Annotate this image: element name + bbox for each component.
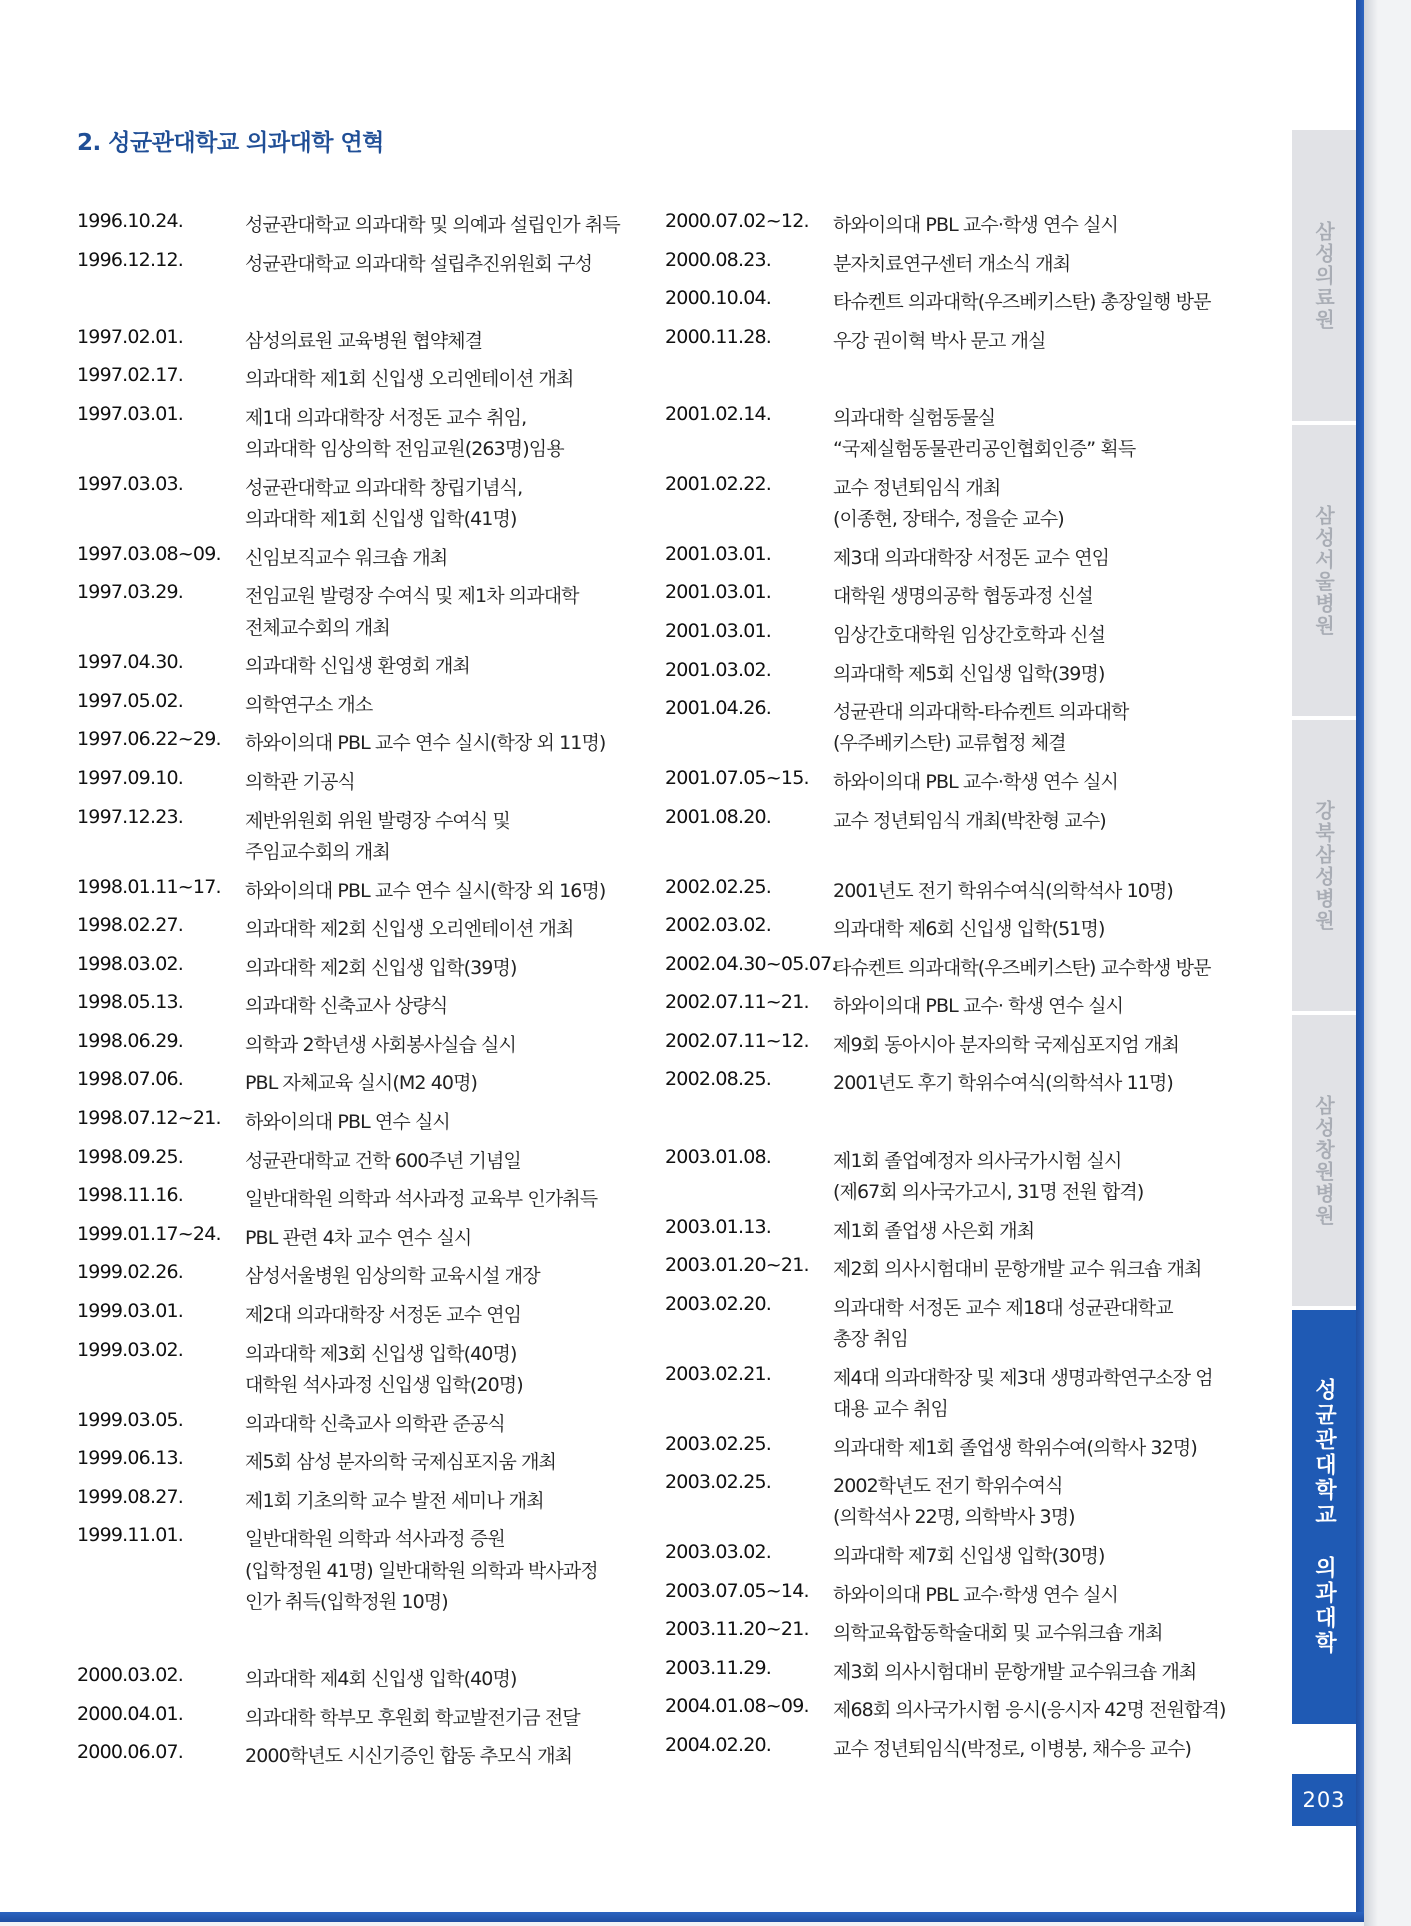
entry-text: 제반위원회 위원 발령장 수여식 및 — [245, 809, 510, 832]
timeline-entry — [77, 1406, 677, 1445]
entry-text: 의과대학 제2회 신입생 오리엔테이션 개최 — [245, 918, 574, 941]
entry-text: 삼성서울병원 임상의학 교육시설 개장 — [245, 1265, 540, 1288]
entry-date: 2004.02.20. — [665, 1733, 772, 1756]
entry-date: 2000.08.23. — [665, 248, 772, 271]
timeline-entry — [665, 911, 1265, 950]
entry-text: 제4대 의과대학장 및 제3대 생명과학연구소장 엄 — [833, 1366, 1213, 1389]
timeline-entry — [77, 284, 677, 323]
entry-date: 2000.11.28. — [665, 325, 772, 348]
entry-text: 의과대학 임상의학 전임교원(263명)임용 — [245, 438, 564, 461]
timeline-entry — [77, 323, 677, 362]
timeline-entry — [77, 1661, 677, 1700]
entry-date: 2002.08.25. — [665, 1068, 772, 1091]
entry-date: 1996.10.24. — [77, 210, 184, 232]
timeline-entry — [77, 1027, 677, 1066]
timeline-entry — [665, 1027, 1265, 1066]
timeline-entry — [77, 246, 677, 285]
entry-text: 우강 권이혁 박사 문고 개실 — [833, 329, 1046, 352]
entry-date: 2002.03.02. — [665, 914, 772, 937]
entry-text: 하와이의대 PBL 교수 연수 실시(학장 외 11명) — [245, 732, 606, 755]
entry-text: 제1회 기초의학 교수 발전 세미나 개최 — [245, 1489, 544, 1512]
entry-text: 신임보직교수 워크숍 개최 — [245, 546, 448, 569]
timeline-entry — [77, 911, 677, 950]
entry-date: 1997.03.08~09. — [77, 542, 221, 565]
timeline-entry — [665, 400, 1265, 470]
entry-text: 2002학년도 전기 학위수여식 — [833, 1475, 1063, 1498]
timeline-entry — [77, 687, 677, 726]
timeline-entry — [665, 1290, 1265, 1360]
timeline-entry — [77, 1143, 677, 1182]
entry-date: 1997.05.02. — [77, 689, 184, 712]
entry-text: 제2대 의과대학장 서정돈 교수 연임 — [245, 1304, 522, 1327]
entry-date: 1998.02.27. — [77, 914, 184, 937]
side-tab[interactable] — [1292, 1015, 1356, 1306]
entry-text: 의과대학 제5회 신입생 입학(39명) — [833, 662, 1105, 685]
entry-date: 1998.06.29. — [77, 1029, 184, 1052]
entry-date: 1997.02.01. — [77, 325, 184, 348]
entry-date: 2001.03.02. — [665, 658, 772, 681]
entry-date: 2002.07.11~21. — [665, 991, 809, 1014]
entry-text: 제9회 동아시아 분자의학 국제심포지엄 개최 — [833, 1033, 1179, 1056]
entry-date: 2001.03.01. — [665, 542, 772, 565]
timeline-entry — [77, 400, 677, 470]
timeline-entry — [77, 1065, 677, 1104]
side-tab-label: 삼성의료원 — [1311, 220, 1336, 331]
timeline-entry — [665, 1538, 1265, 1577]
timeline-entry — [77, 578, 677, 648]
entry-text: 대용 교수 취임 — [833, 1397, 949, 1420]
entry-date: 2001.08.20. — [665, 805, 772, 828]
timeline-entry — [665, 246, 1265, 285]
entry-text: 일반대학원 의학과 석사과정 증원 — [245, 1528, 505, 1551]
timeline-entry — [665, 1468, 1265, 1538]
entry-date: 1998.05.13. — [77, 991, 184, 1014]
entry-text: 의과대학 학부모 후원회 학교발전기금 전달 — [245, 1706, 580, 1729]
entry-date: 2000.03.02. — [77, 1664, 184, 1687]
timeline-entry — [77, 1444, 677, 1483]
timeline-entry — [665, 950, 1265, 989]
entry-text: (의학석사 22명, 의학박사 3명) — [833, 1506, 1075, 1529]
entry-date: 1997.09.10. — [77, 767, 184, 790]
timeline-entry — [665, 1577, 1265, 1616]
entry-date: 1998.11.16. — [77, 1184, 184, 1207]
entry-text: 하와이의대 PBL 교수·학생 연수 실시 — [833, 1583, 1118, 1606]
entry-text: 하와이의대 PBL 교수· 학생 연수 실시 — [833, 995, 1124, 1018]
entry-date: 2003.07.05~14. — [665, 1579, 809, 1602]
entry-text: 의과대학 실험동물실 — [833, 406, 996, 429]
entry-text: 의학과 2학년생 사회봉사실습 실시 — [245, 1033, 516, 1056]
timeline-entry — [77, 1220, 677, 1259]
entry-text: 의과대학 제1회 졸업생 학위수여(의학사 32명) — [833, 1436, 1197, 1459]
entry-text: 교수 정년퇴임식(박정로, 이병붕, 채수응 교수) — [833, 1737, 1192, 1760]
timeline-entry — [77, 1622, 677, 1661]
entry-date: 2001.04.26. — [665, 697, 772, 720]
entry-date: 1999.02.26. — [77, 1261, 184, 1284]
entry-date: 2000.06.07. — [77, 1741, 184, 1764]
entry-text: (이종현, 장태수, 정을순 교수) — [833, 508, 1064, 531]
timeline-entry — [77, 1336, 677, 1406]
entry-text: 성균관대 의과대학-타슈켄트 의과대학 — [833, 701, 1129, 724]
entry-date: 1999.01.17~24. — [77, 1222, 221, 1245]
entry-text: (입학정원 41명) 일반대학원 의학과 박사과정 — [245, 1559, 598, 1582]
timeline-entry — [665, 1251, 1265, 1290]
entry-text: 대학원 생명의공학 협동과정 신설 — [833, 585, 1093, 608]
entry-date: 1998.07.12~21. — [77, 1107, 221, 1130]
timeline-entry — [77, 207, 677, 246]
entry-text: 하와이의대 PBL 교수·학생 연수 실시 — [833, 214, 1118, 236]
timeline-entry — [665, 284, 1265, 323]
timeline-entry — [665, 207, 1265, 246]
timeline-entry — [665, 694, 1265, 764]
timeline-entry — [665, 470, 1265, 540]
entry-date: 1999.06.13. — [77, 1447, 184, 1470]
page-shadow — [1364, 0, 1378, 1926]
entry-text: 의학연구소 개소 — [245, 693, 373, 716]
entry-date: 2003.02.20. — [665, 1292, 772, 1315]
side-tab[interactable] — [1292, 720, 1356, 1011]
timeline-entry — [77, 950, 677, 989]
entry-text: 일반대학원 의학과 석사과정 교육부 인가취득 — [245, 1188, 598, 1211]
entry-date: 2001.02.14. — [665, 402, 772, 425]
entry-text: 의과대학 신축교사 상량식 — [245, 995, 448, 1018]
entry-text: 2000학년도 시신기증인 합동 추모식 개최 — [245, 1745, 573, 1768]
side-tab-label: 성균관대학교 의과대학 — [1311, 1378, 1337, 1656]
timeline-entry — [77, 470, 677, 540]
entry-text: (제67회 의사국가고시, 31명 전원 합격) — [833, 1180, 1144, 1203]
entry-text: 성균관대학교 의과대학 설립추진위원회 구성 — [245, 252, 593, 275]
entry-text: 하와이의대 PBL 연수 실시 — [245, 1111, 450, 1134]
entry-text: 의과대학 제1회 신입생 오리엔테이션 개최 — [245, 368, 574, 391]
entry-text: 의과대학 제6회 신입생 입학(51명) — [833, 918, 1105, 941]
entry-text: 2001년도 후기 학위수여식(의학석사 11명) — [833, 1072, 1173, 1095]
timeline-entry — [665, 764, 1265, 803]
entry-date: 2003.01.13. — [665, 1215, 772, 1238]
entry-date: 2004.01.08~09. — [665, 1695, 809, 1718]
entry-date: 2003.03.02. — [665, 1541, 772, 1563]
timeline-entry — [665, 540, 1265, 579]
side-tab[interactable] — [1292, 425, 1356, 716]
history-right-column — [665, 207, 1265, 1770]
entry-text: 의학교육합동학술대회 및 교수워크숍 개최 — [833, 1622, 1163, 1645]
timeline-entry — [77, 540, 677, 579]
entry-date: 2001.02.22. — [665, 472, 772, 495]
entry-date: 1997.02.17. — [77, 364, 184, 387]
timeline-entry — [665, 803, 1265, 873]
entry-text: 주임교수회의 개최 — [245, 840, 390, 863]
timeline-entry — [665, 988, 1265, 1027]
entry-text: 의과대학 제1회 신입생 입학(41명) — [245, 508, 517, 531]
timeline-entry — [665, 1692, 1265, 1731]
entry-date: 2002.02.25. — [665, 875, 772, 898]
timeline-entry — [665, 1143, 1265, 1213]
timeline-entry — [77, 1258, 677, 1297]
entry-text: 성균관대학교 건학 600주년 기념일 — [245, 1149, 521, 1172]
page-edge-bar — [1356, 0, 1364, 1912]
timeline-entry — [665, 361, 1265, 400]
timeline-entry — [665, 1430, 1265, 1469]
timeline-entry — [77, 361, 677, 400]
timeline-entry — [77, 988, 677, 1027]
entry-text: “국제실험동물관리공인협회인증” 획득 — [833, 438, 1136, 461]
side-tab-label: 삼성창원병원 — [1311, 1094, 1336, 1227]
entry-date: 2003.02.25. — [665, 1432, 772, 1455]
entry-date: 2003.01.08. — [665, 1145, 772, 1168]
timeline-entry — [665, 1615, 1265, 1654]
entry-text: PBL 자체교육 실시(M2 40명) — [245, 1072, 478, 1095]
timeline-entry — [665, 578, 1265, 617]
page-number: 203 — [1292, 1774, 1356, 1826]
timeline-entry — [77, 764, 677, 803]
entry-date: 2000.07.02~12. — [665, 210, 809, 232]
timeline-entry — [77, 1297, 677, 1336]
entry-date: 1999.03.05. — [77, 1408, 184, 1431]
entry-text: PBL 관련 4차 교수 연수 실시 — [245, 1226, 472, 1249]
entry-text: 전체교수회의 개최 — [245, 616, 390, 639]
entry-text: 대학원 석사과정 신입생 입학(20명) — [245, 1373, 523, 1396]
entry-date: 2000.04.01. — [77, 1702, 184, 1725]
entry-date: 2003.02.25. — [665, 1471, 772, 1494]
entry-date: 2003.11.29. — [665, 1656, 772, 1679]
entry-date: 2002.04.30~05.07. — [665, 952, 837, 975]
entry-text: 교수 정년퇴임식 개최(박찬형 교수) — [833, 809, 1106, 832]
entry-date: 1998.09.25. — [77, 1145, 184, 1168]
entry-date: 1998.01.11~17. — [77, 875, 221, 898]
timeline-entry — [665, 873, 1265, 912]
entry-date: 1997.03.03. — [77, 472, 184, 495]
timeline-entry — [77, 1521, 677, 1622]
entry-date: 1997.06.22~29. — [77, 728, 221, 751]
entry-text: 제2회 의사시험대비 문항개발 교수 워크숍 개최 — [833, 1258, 1202, 1281]
entry-date: 1999.11.01. — [77, 1524, 184, 1547]
timeline-entry — [77, 1181, 677, 1220]
entry-text: (우주베키스탄) 교류협정 체결 — [833, 732, 1066, 755]
timeline-entry — [665, 1213, 1265, 1252]
entry-date: 1997.03.01. — [77, 402, 184, 425]
entry-text: 제1회 졸업예정자 의사국가시험 실시 — [833, 1149, 1122, 1172]
timeline-entry — [77, 1483, 677, 1522]
timeline-entry — [665, 1360, 1265, 1430]
entry-date: 2002.07.11~12. — [665, 1029, 809, 1052]
entry-date: 2001.07.05~15. — [665, 767, 809, 790]
entry-text: 교수 정년퇴임식 개최 — [833, 476, 1001, 499]
entry-text: 2001년도 전기 학위수여식(의학석사 10명) — [833, 879, 1173, 902]
entry-text: 임상간호대학원 임상간호학과 신설 — [833, 623, 1106, 646]
timeline-entry — [665, 1654, 1265, 1693]
side-tab-label: 강북삼성병원 — [1311, 799, 1336, 932]
entry-text: 성균관대학교 의과대학 창립기념식, — [245, 476, 523, 499]
entry-text: 총장 취임 — [833, 1328, 908, 1351]
entry-date: 2001.03.01. — [665, 581, 772, 604]
entry-date: 1999.03.02. — [77, 1338, 184, 1361]
timeline-entry — [77, 1104, 677, 1143]
timeline-entry — [77, 1738, 677, 1777]
entry-text: 제3대 의과대학장 서정돈 교수 연임 — [833, 546, 1110, 569]
entry-text: 인가 취득(입학정원 10명) — [245, 1590, 448, 1613]
entry-text: 하와이의대 PBL 교수 연수 실시(학장 외 16명) — [245, 879, 606, 902]
entry-text: 타슈켄트 의과대학(우즈베키스탄) 교수학생 방문 — [833, 956, 1211, 979]
entry-date: 1998.03.02. — [77, 952, 184, 975]
entry-text: 의과대학 제7회 신입생 입학(30명) — [833, 1545, 1105, 1567]
entry-date: 1996.12.12. — [77, 248, 184, 271]
entry-date: 1997.04.30. — [77, 651, 184, 674]
page-bottom-bar — [0, 1912, 1364, 1922]
entry-text: 성균관대학교 의과대학 및 의예과 설립인가 취득 — [245, 214, 620, 236]
timeline-entry — [665, 1104, 1265, 1143]
history-left-column — [77, 207, 677, 1777]
entry-text: 분자치료연구센터 개소식 개최 — [833, 252, 1071, 275]
side-tab[interactable] — [1292, 1310, 1356, 1724]
timeline-entry — [77, 1700, 677, 1739]
entry-text: 의과대학 제3회 신입생 입학(40명) — [245, 1342, 517, 1365]
entry-date: 2000.10.04. — [665, 287, 772, 310]
entry-text: 의과대학 신축교사 의학관 준공식 — [245, 1412, 505, 1435]
timeline-entry — [665, 656, 1265, 695]
side-tabs — [1292, 130, 1356, 1728]
timeline-entry — [665, 1065, 1265, 1104]
entry-date: 1997.12.23. — [77, 805, 184, 828]
timeline-entry — [665, 617, 1265, 656]
entry-date: 2003.02.21. — [665, 1362, 772, 1385]
entry-text: 의학관 기공식 — [245, 771, 355, 794]
entry-date: 1999.03.01. — [77, 1300, 184, 1323]
entry-text: 전임교원 발령장 수여식 및 제1차 의과대학 — [245, 585, 579, 608]
entry-text: 하와이의대 PBL 교수·학생 연수 실시 — [833, 771, 1118, 794]
entry-text: 의과대학 제4회 신입생 입학(40명) — [245, 1668, 517, 1691]
entry-date: 1997.03.29. — [77, 581, 184, 604]
entry-date: 2003.01.20~21. — [665, 1254, 809, 1277]
entry-text: 제1회 졸업생 사은회 개최 — [833, 1219, 1035, 1242]
entry-text: 삼성의료원 교육병원 협약체결 — [245, 329, 483, 352]
side-tab[interactable] — [1292, 130, 1356, 421]
side-tab-label: 삼성서울병원 — [1311, 504, 1336, 637]
entry-date: 1998.07.06. — [77, 1068, 184, 1091]
section-title: 2. 성균관대학교 의과대학 연혁 — [77, 130, 384, 156]
entry-text: 의과대학 서정돈 교수 제18대 성균관대학교 — [833, 1296, 1173, 1319]
timeline-entry — [665, 1731, 1265, 1770]
entry-text: 제3회 의사시험대비 문항개발 교수워크숍 개최 — [833, 1660, 1197, 1683]
entry-date: 2001.03.01. — [665, 619, 772, 642]
entry-text: 제5회 삼성 분자의학 국제심포지움 개최 — [245, 1451, 557, 1474]
timeline-entry — [77, 873, 677, 912]
entry-text: 제1대 의과대학장 서정돈 교수 취임, — [245, 406, 527, 429]
entry-text: 타슈켄트 의과대학(우즈베키스탄) 총장일행 방문 — [833, 291, 1211, 314]
entry-date: 1999.08.27. — [77, 1485, 184, 1508]
entry-text: 제68회 의사국가시험 응시(응시자 42명 전원합격) — [833, 1699, 1226, 1722]
timeline-entry — [77, 803, 677, 873]
timeline-entry — [665, 323, 1265, 362]
entry-date: 2003.11.20~21. — [665, 1618, 809, 1641]
timeline-entry — [77, 725, 677, 764]
timeline-entry — [77, 648, 677, 687]
entry-text: 의과대학 신입생 환영회 개최 — [245, 655, 470, 678]
entry-text: 의과대학 제2회 신입생 입학(39명) — [245, 956, 517, 979]
